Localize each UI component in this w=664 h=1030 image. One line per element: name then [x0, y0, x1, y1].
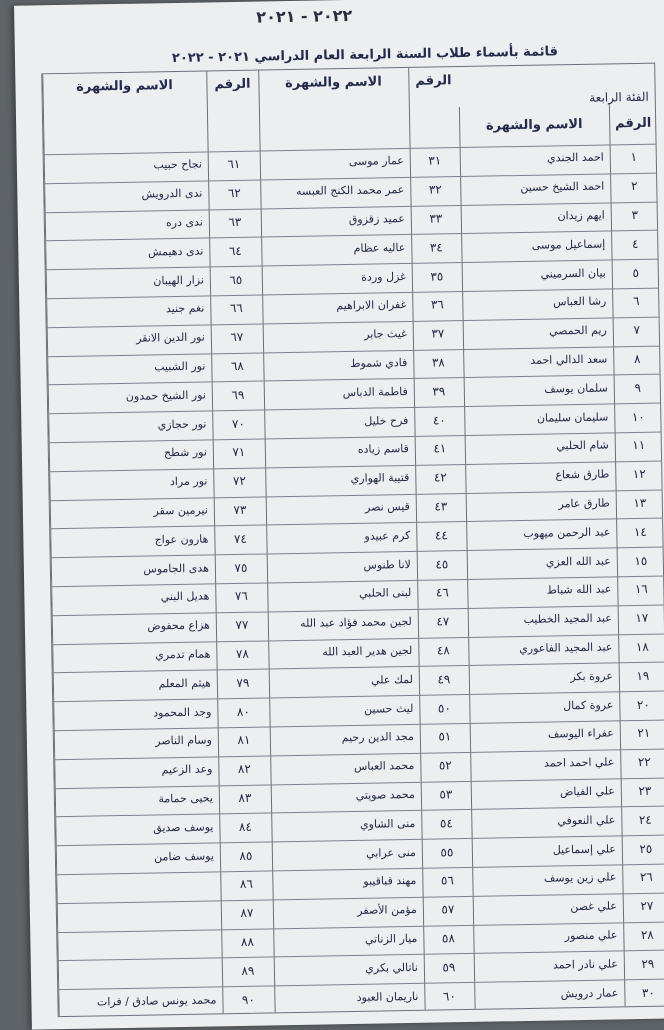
student-number: ٦٠ [442, 988, 456, 1004]
student-number: ١ [630, 150, 638, 165]
student-number: ٦٢ [227, 186, 241, 201]
student-name [61, 907, 215, 910]
student-number: ٥٣ [439, 787, 453, 802]
student-name: سلمان يوسف [544, 381, 608, 396]
number-column-header: الرقم [415, 73, 452, 89]
student-number: ٤٣ [434, 499, 448, 514]
student-number: ١٥ [634, 553, 648, 568]
student-number: ٣٩ [432, 384, 446, 399]
student-name: فاطمة الدباس [342, 384, 408, 399]
student-number: ٣١ [428, 153, 442, 168]
student-number: ٣٠ [641, 985, 655, 1000]
student-number: ٥٠ [437, 700, 451, 716]
student-number: ١٧ [635, 611, 649, 626]
student-name: مجد الدين رحيم [341, 730, 414, 745]
student-number: ٤٠ [432, 412, 446, 428]
student-number: ٧٧ [235, 617, 249, 633]
student-number: ٥٤ [439, 816, 453, 831]
student-name: هارون عواج [154, 532, 209, 547]
student-number: ٣٧ [431, 326, 445, 341]
student-number: ٨ [633, 351, 641, 367]
student-name: منى عرابي [365, 845, 416, 860]
student-number: ٧٩ [236, 675, 250, 690]
student-name: نور الدين الانقر [136, 330, 205, 345]
student-name: نور الشيخ حمدون [125, 388, 206, 403]
student-number: ٨٤ [238, 819, 252, 834]
student-number: ٨٨ [240, 934, 254, 949]
student-number: ٥٩ [442, 960, 456, 975]
student-name: كرم عبيدو [364, 528, 411, 543]
student-name: بيان السرميني [540, 266, 606, 281]
student-name: طارق عامر [558, 496, 610, 511]
student-number: ٧٨ [235, 646, 249, 662]
student-number: ٧ [633, 323, 641, 338]
document-page [14, 0, 664, 1030]
student-table [41, 63, 664, 1018]
student-number: ٣٢ [428, 182, 442, 197]
student-number: ٥٧ [441, 902, 455, 917]
name-column-header: الاسم والشهرة [76, 78, 173, 95]
student-name: ميار الزناتي [364, 931, 418, 946]
student-name: احمد الشيخ حسين [520, 179, 605, 195]
student-number: ٤٧ [436, 614, 450, 629]
student-number: ٤٢ [433, 470, 447, 485]
student-name: يوسف صديق [153, 820, 214, 835]
student-name: يحيى حمامة [158, 791, 214, 806]
student-name: هديل البني [160, 589, 210, 604]
student-number: ٩٠ [241, 992, 255, 1007]
student-name: عبد الله العزي [545, 554, 611, 569]
student-name: شام الحلبي [556, 438, 609, 453]
student-name: وسام الناصر [155, 733, 213, 748]
student-number: ٢٤ [638, 812, 652, 827]
student-number: ١٦ [634, 582, 648, 597]
student-number: ٤ [631, 236, 639, 251]
student-name: نجاح حبيب [153, 157, 202, 172]
student-number: ٤٤ [434, 528, 448, 543]
student-name: علي النعوفي [557, 813, 616, 828]
student-number: ١٨ [635, 639, 649, 655]
student-name: ندى دره [165, 215, 203, 230]
student-name: رشا العباس [552, 294, 607, 309]
student-number: ٩ [634, 380, 642, 395]
student-name: عبد الرحمن ميهوب [523, 525, 611, 540]
student-number: ١١ [632, 438, 646, 453]
student-name: هدى الجاموس [143, 561, 209, 576]
student-number: ٢ [630, 179, 638, 194]
student-name: عاليه عظام [353, 240, 406, 255]
student-number: ٣ [631, 207, 639, 223]
student-name: ندى دهيمش [147, 244, 204, 259]
student-number: ٢٣ [638, 783, 652, 799]
student-number: ٧٣ [233, 502, 247, 518]
student-name: نور مراد [169, 474, 208, 489]
number-column-header: الرقم [214, 76, 251, 93]
student-name: علي الفياض [559, 784, 615, 799]
student-name: ايهم زيدان [557, 208, 605, 223]
student-number: ٤٨ [436, 643, 450, 658]
student-name: عميد زقزوق [348, 212, 405, 226]
student-name: لجين هدير العبد الله [322, 643, 413, 659]
student-name: عبد المجيد الفاعوري [519, 640, 613, 656]
student-number: ٨٢ [237, 761, 251, 777]
document-title: قائمة بأسماء طلاب السنة الرابعة العام الدراسي ٢٠٢١ - ٢٠٢٢ [171, 44, 559, 67]
name-column-header: الاسم والشهرة [485, 116, 583, 134]
number-column-header: الرقم [614, 115, 652, 132]
student-number: ٣٤ [429, 240, 443, 255]
student-name: سعد الدالي احمد [530, 352, 608, 367]
student-number: ١٤ [633, 524, 647, 539]
student-name: وعد الزعيم [161, 762, 213, 777]
student-name [60, 878, 214, 881]
student-number: ٨١ [237, 733, 251, 748]
student-name: علي احمد احمد [543, 755, 615, 770]
student-name: قاسم زياده [357, 442, 409, 457]
student-number: ٢٠ [636, 697, 650, 712]
student-number: ٦٤ [228, 243, 242, 258]
student-name: لمك علي [370, 672, 413, 687]
student-number: ٢٩ [641, 956, 655, 971]
student-number: ٦١ [227, 157, 241, 172]
student-number: ٥١ [438, 729, 452, 744]
student-number: ٦٩ [231, 387, 245, 402]
student-name: علي منصور [564, 928, 618, 943]
student-name: محمد يونس صادق / فرات [96, 993, 217, 1009]
student-name: عفراء اليوسف [547, 726, 614, 741]
student-name: وجد المحمود [153, 705, 212, 720]
student-number: ٣٦ [430, 297, 444, 312]
student-name: عروة بكر [570, 669, 613, 683]
student-name: عمار موسى [348, 154, 404, 169]
student-number: ٧١ [232, 445, 246, 460]
student-number: ٣٨ [431, 355, 445, 370]
student-number: ٢١ [637, 726, 651, 741]
student-name: فرح خليل [364, 413, 409, 428]
name-column-header: الاسم والشهرة [284, 74, 382, 92]
student-number: ٢٥ [639, 841, 653, 856]
student-name: غفران الابراهيم [336, 298, 407, 313]
student-number: ٦ [632, 294, 640, 309]
student-name: نيرمين سقر [153, 503, 208, 518]
student-number: ١٠ [631, 409, 645, 424]
student-number: ٧٠ [231, 416, 245, 431]
student-name: عبد المجيد الخطيب [523, 611, 612, 627]
student-name: طارق شعاع [555, 467, 610, 482]
student-name: عمار درويش [560, 985, 619, 1000]
student-name: قيس نصر [364, 499, 410, 514]
student-number: ٨٠ [236, 704, 250, 719]
class-label: الفئة الرابعة [589, 89, 649, 105]
student-name: منى الشاوي [359, 816, 416, 831]
student-name: سليمان سليمان [536, 410, 609, 425]
student-name: عمر محمد الكنج العبسه [295, 183, 405, 199]
student-number: ٢٨ [640, 927, 654, 942]
student-number: ٦٨ [230, 358, 244, 374]
student-name: قتيبة الهواري [350, 471, 410, 486]
student-name: علي غصن [570, 899, 617, 914]
student-name: لانا طنوس [363, 557, 411, 572]
student-name: محمد العباس [353, 759, 415, 774]
student-number: ٥٨ [441, 931, 455, 946]
student-number: ٧٥ [234, 560, 248, 575]
student-number: ٨٩ [241, 963, 255, 978]
student-number: ٨٥ [239, 848, 253, 863]
student-number: ٤١ [433, 441, 447, 456]
student-number: ٢٢ [637, 754, 651, 770]
student-number: ٣٣ [429, 211, 443, 226]
student-name: نور الشبيب [154, 359, 206, 374]
student-number: ٤٦ [435, 585, 449, 600]
student-name: ناريمان العبود [356, 989, 419, 1004]
student-name: علي زين يوسف [543, 870, 617, 886]
student-number: ٦٦ [229, 301, 243, 316]
student-number: ٤٩ [437, 672, 451, 687]
student-name: هزاع محفوض [147, 618, 211, 633]
student-name: ندى الدرويش [141, 186, 203, 201]
student-name [61, 935, 215, 938]
student-name: عروة كمال [563, 698, 614, 712]
student-name: نور شطح [163, 445, 207, 460]
student-name: ريم الحمصي [548, 323, 607, 338]
student-number: ١٩ [636, 668, 650, 683]
student-number: ٦٥ [229, 272, 243, 287]
student-number: ٧٤ [233, 531, 247, 546]
student-number: ٧٦ [234, 589, 248, 604]
student-number: ٦٣ [228, 214, 242, 230]
academic-year: ٢٠٢٢ - ٢٠٢١ [256, 5, 353, 27]
student-name: ناتالي بكري [365, 960, 419, 975]
student-number: ٤٥ [435, 556, 449, 572]
student-number: ٣٥ [430, 268, 444, 284]
student-name: نغم جنيد [165, 301, 205, 316]
student-number: ٨٦ [239, 877, 253, 892]
student-name: ليث حسين [363, 701, 414, 716]
student-number: ٥٥ [440, 844, 454, 860]
student-name: نور حجازي [157, 417, 207, 431]
student-name: غزل وردة [361, 269, 406, 284]
student-name: فادي شموط [350, 355, 408, 370]
student-name: نزار الهيبان [153, 273, 204, 287]
student-name: همام تدمري [155, 647, 211, 662]
student-name: احمد الجندي [546, 150, 604, 165]
student-number: ٦٧ [230, 330, 244, 345]
student-name: عبد الله شباط [546, 582, 612, 597]
student-number: ٥ [632, 265, 640, 280]
student-number: ٨٧ [240, 905, 254, 921]
student-number: ١٢ [632, 467, 646, 482]
student-name: علي إسماعيل [552, 842, 616, 857]
student-number: ٢٦ [639, 870, 653, 885]
student-number: ٢٧ [640, 898, 654, 914]
student-name [62, 964, 216, 967]
student-name: محمد صويتي [355, 787, 415, 802]
student-name: علي نادر احمد [552, 957, 618, 972]
student-name: لبنى الحلبي [358, 586, 412, 601]
student-name: هيثم المعلم [158, 676, 212, 691]
student-name: لجين محمد فؤاد عبد الله [299, 615, 412, 631]
student-name: يوسف ضامن [153, 849, 215, 864]
student-name: مؤمن الأصفر [357, 903, 417, 918]
student-name: إسماعيل موسى [531, 237, 606, 252]
student-number: ١٣ [633, 495, 647, 511]
student-name: غيث جابر [364, 327, 407, 341]
student-number: ٧٢ [232, 474, 246, 489]
student-name: مهند قباقيبو [363, 874, 417, 889]
student-number: ٥٦ [440, 873, 454, 888]
student-number: ٥٢ [438, 758, 452, 773]
student-number: ٨٣ [238, 790, 252, 805]
